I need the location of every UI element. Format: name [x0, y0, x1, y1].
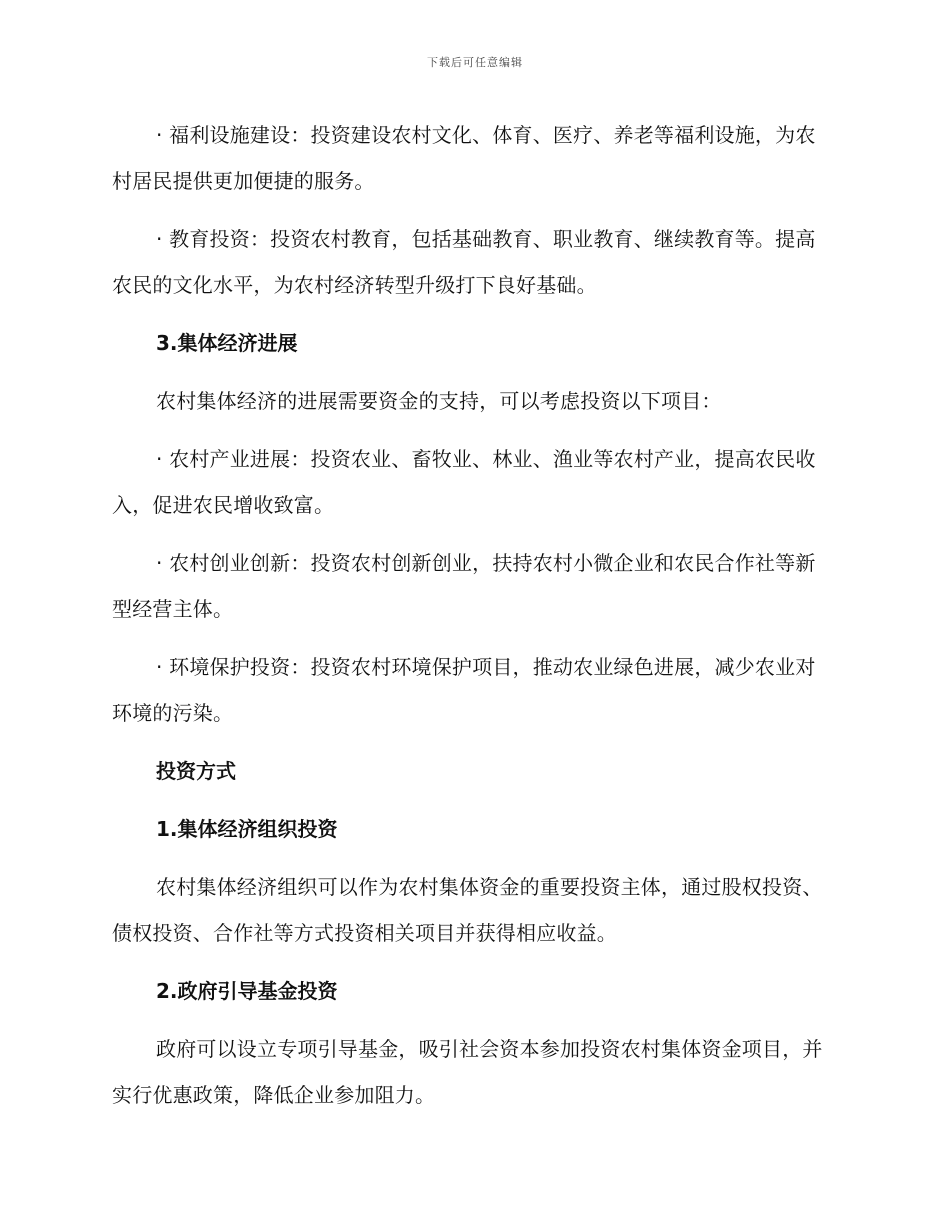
- section-heading-investment-methods: 投资方式: [156, 759, 236, 783]
- page-header: 下载后可任意编辑: [427, 56, 523, 69]
- section-heading-collective-org-investment: 1.集体经济组织投资: [156, 817, 338, 841]
- paragraph-environment-protection: · 环境保护投资：投资农村环境保护项目，推动农业绿色进展，减少农业对环境的污染。: [112, 655, 816, 725]
- document-body: [112, 112, 832, 1130]
- paragraph-collective-economy-intro: 农村集体经济的进展需要资金的支持，可以考虑投资以下项目：: [156, 389, 722, 413]
- paragraph-education-investment: · 教育投资：投资农村教育，包括基础教育、职业教育、继续教育等。提高农民的文化水平，为农村经济转型升级打下良好基础。: [112, 227, 816, 297]
- section-heading-collective-economy: 3.集体经济进展: [156, 331, 298, 355]
- paragraph-government-fund: 政府可以设立专项引导基金，吸引社会资本参加投资农村集体资金项目，并实行优惠政策，降低企业参加阻力。: [112, 1037, 823, 1107]
- section-heading-government-fund: 2.政府引导基金投资: [156, 979, 338, 1003]
- paragraph-rural-entrepreneurship: · 农村创业创新：投资农村创新创业，扶持农村小微企业和农民合作社等新型经营主体。: [112, 551, 816, 621]
- paragraph-welfare-facilities: · 福利设施建设：投资建设农村文化、体育、医疗、养老等福利设施，为农村居民提供更加便捷的服务。: [112, 123, 816, 193]
- paragraph-collective-org-investment: 农村集体经济组织可以作为农村集体资金的重要投资主体，通过股权投资、债权投资、合作社等方式投资相关项目并获得相应收益。: [112, 875, 823, 945]
- paragraph-rural-industry: · 农村产业进展：投资农业、畜牧业、林业、渔业等农村产业，提高农民收入，促进农民增收致富。: [112, 447, 816, 517]
